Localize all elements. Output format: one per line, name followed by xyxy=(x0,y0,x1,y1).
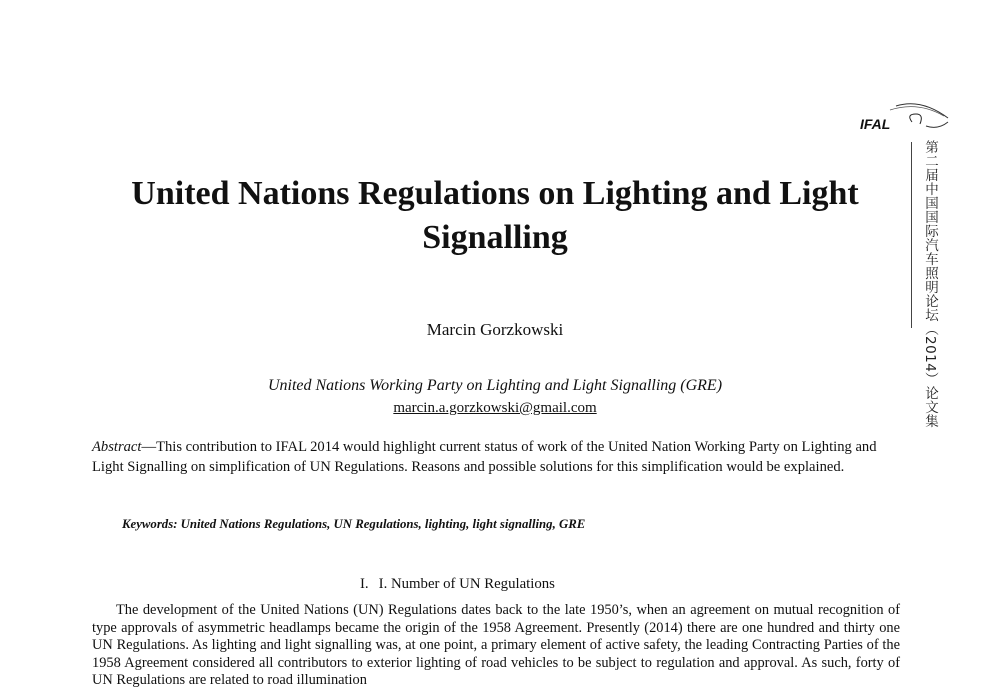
side-caption: 第二届中国国际汽车照明论坛（2014）论文集 xyxy=(922,140,938,429)
section-paragraph-text: The development of the United Nations (UN) Regulations dates back to the late 1950’s, when an agreement on mutual recognition of type approvals of asymmetric headlamps became the origin of the 1958 Agreement. Presently (2014) there are one hundred and thirty one UN Regulations. As lighting and light signalling was, at one point, a primary element of active safety, the leading Contracting Parties of the 1958 Agreement considered all contributors to exterior lighting of road vehicles to be subject to regulation and approval. As such, forty of UN Regulations are related to road illumination xyxy=(92,602,900,689)
abstract-text: —This contribution to IFAL 2014 would highlight current status of work of the United Nation Working Party on Lighting and Light Signalling on simplification of UN Regulations. Reasons and possible solutions for this simplification would be explained. xyxy=(92,439,877,475)
author-email-link[interactable]: marcin.a.gorzkowski@gmail.com xyxy=(393,400,597,416)
paper-title: United Nations Regulations on Lighting and Light Signalling xyxy=(131,175,859,256)
abstract-lead: Abstract xyxy=(92,439,142,455)
section-title: I. Number of UN Regulations xyxy=(378,576,555,592)
section-heading xyxy=(360,576,660,593)
author-affiliation: United Nations Working Party on Lighting and Light Signalling (GRE) xyxy=(267,377,723,394)
logo-text: IFAL xyxy=(860,116,891,132)
ifal-logo xyxy=(826,96,950,140)
author-name: Marcin Gorzkowski xyxy=(426,320,564,339)
section-paragraph xyxy=(92,602,900,690)
keywords: Keywords: United Nations Regulations, UN Regulations, lighting, light signalling, GRE xyxy=(122,517,586,531)
abstract xyxy=(92,437,900,477)
section-numeral: I. xyxy=(360,576,369,592)
